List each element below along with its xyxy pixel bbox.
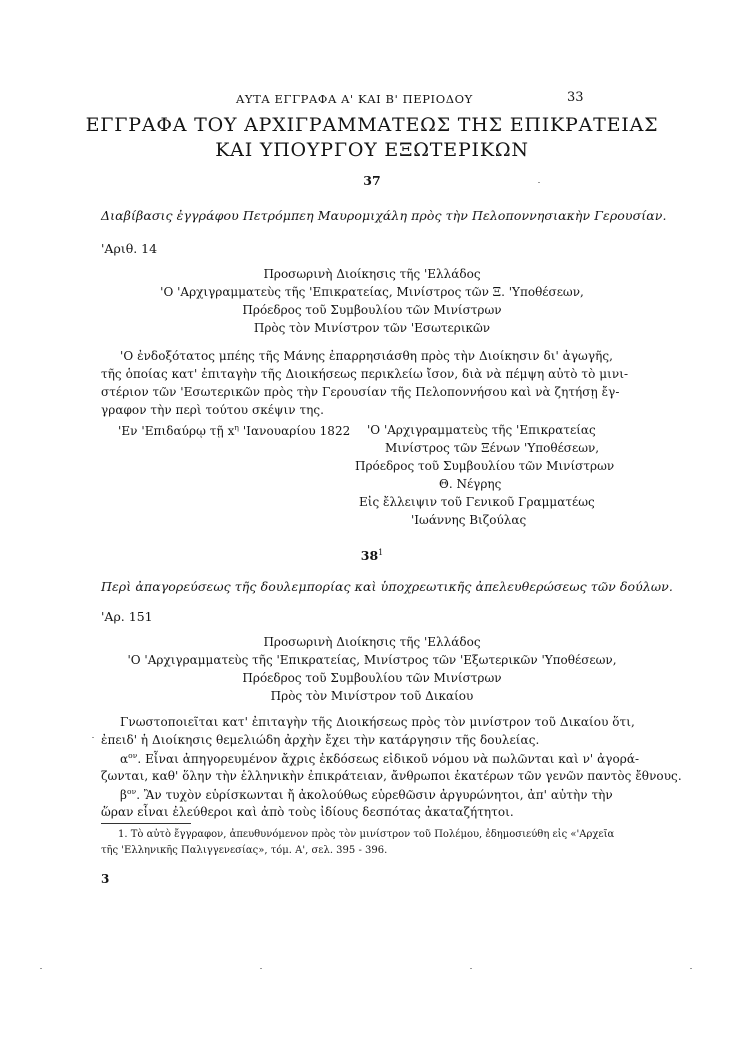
doc-37-address-line: 'Ο 'Αρχιγραμματεὺς τῆς 'Επικρατείας, Μινίστρος τῶν Ξ. 'Υποθέσεων, <box>160 285 584 299</box>
date-rest: 'Ιανουαρίου 1822 <box>238 424 351 438</box>
item-2-text: . Ἂν τυχὸν εὑρίσκωνται ἤ ἀκολούθως εὑρεθῶσιν ἀργυρώνητοι, ἀπ' αὐτὴν τὴν <box>136 788 613 802</box>
doc-37-address-line: Πρόεδρος τοῦ Συμβουλίου τῶν Μινίστρων <box>242 303 502 317</box>
scan-speck <box>538 182 540 183</box>
doc-37-number: 37 <box>363 173 381 188</box>
doc-38-item-1-line: ζωνται, καθ' ὅλην τὴν ἑλληνικὴν ἐπικράτειαν, ἄνθρωποι ἑκατέρων τῶν γενῶν παντὸς ἔθνους. <box>101 769 682 783</box>
doc-38-item-2-line <box>120 787 613 802</box>
doc-37-reference: 'Αριθ. 14 <box>101 241 158 256</box>
doc-38-address-line: Πρὸς τὸν Μινίστρον τοῦ Δικαίου <box>270 689 474 703</box>
doc-37-signer-name: Θ. Νέγρης <box>439 477 502 491</box>
item-2-mark: β <box>120 788 127 802</box>
scan-speck <box>690 968 692 969</box>
doc-37-address-line: Προσωρινὴ Διοίκησις τῆς 'Ελλάδος <box>263 267 481 281</box>
footnote-line: 1. Τὸ αὐτὸ ἔγγραφον, ἀπευθυνόμενον πρὸς τὸν μινίστρον τοῦ Πολέμου, ἐδημοσιεύθη εἰς «'Αρχεῖα <box>118 829 615 840</box>
section-title-line-1: ΕΓΓΡΑΦΑ ΤΟΥ ΑΡΧΙΓΡΑΜΜΑΤΕΩΣ ΤΗΣ ΕΠΙΚΡΑΤΕΙΑΣ <box>85 114 659 136</box>
section-title-line-2: ΚΑΙ ΥΠΟΥΡΓΟΥ ΕΞΩΤΕΡΙΚΩΝ <box>215 139 529 161</box>
scan-speck <box>40 968 42 969</box>
footnote-rule <box>101 823 191 824</box>
doc-38-address-line: Πρόεδρος τοῦ Συμβουλίου τῶν Μινίστρων <box>242 671 502 685</box>
doc-38-item-1-line <box>120 751 639 766</box>
doc-37-signature-line: Μινίστρος τῶν Ξένων 'Υποθέσεων, <box>385 441 600 455</box>
doc-38-number-text: 38 <box>360 548 379 564</box>
footnote-marker: 1 <box>378 548 384 557</box>
item-1-mark-superscript: ον <box>128 751 138 760</box>
doc-38-body-line: Γνωστοποιεῖται κατ' ἐπιταγὴν τῆς Διοικήσεως πρὸς τὸν μινίστρον τοῦ Δικαίου ὅτι, <box>120 715 635 729</box>
scan-speck <box>260 968 262 969</box>
running-title: ΑΥΤΑ ΕΓΓΡΑΦΑ Α' ΚΑΙ Β' ΠΕΡΙΟΔΟΥ <box>236 92 473 106</box>
doc-37-body-line: στέριον τῶν 'Εσωτερικῶν πρὸς τὴν Γερουσίαν τῆς Πελοποννήσου καὶ νὰ ζητήσῃ ἔγ- <box>101 385 620 399</box>
doc-37-signature-line: Εἰς ἔλλειψιν τοῦ Γενικοῦ Γραμματέως <box>359 495 595 509</box>
doc-37-body-line: τῆς ὁποίας κατ' ἐπιταγὴν τῆς Διοικήσεως περικλείω ἴσον, διὰ νὰ πέμψη αὐτὸ τὸ μινι- <box>101 367 629 381</box>
date-superscript: η <box>234 423 239 432</box>
doc-38-address-line: Προσωρινὴ Διοίκησις τῆς 'Ελλάδος <box>263 635 481 649</box>
doc-37-signature-line: 'Ο 'Αρχιγραμματεὺς τῆς 'Επικρατείας <box>367 423 596 437</box>
sheet-number: 3 <box>101 872 110 886</box>
item-1-mark: α <box>120 752 129 766</box>
doc-38-body-line: ἐπειδ' ἡ Διοίκησις θεμελιώδη ἀρχὴν ἔχει τὴν κατάργησιν τῆς δουλείας. <box>101 733 540 747</box>
footnote-line: τῆς 'Ελληνικῆς Παλιγγενεσίας», τόμ. Α', σελ. 395 - 396. <box>101 845 388 856</box>
doc-38-address-line: 'Ο 'Αρχιγραμματεὺς τῆς 'Επικρατείας, Μινίστρος τῶν 'Εξωτερικῶν 'Υποθέσεων, <box>127 653 617 667</box>
doc-37-cosigner-name: 'Ιωάννης Βιζούλας <box>411 513 527 527</box>
doc-38-reference: 'Αρ. 151 <box>101 609 153 624</box>
doc-37-summary: Διαβίβασις ἐγγράφου Πετρόμπεη Μαυρομιχάλη πρὸς τὴν Πελοποννησιακὴν Γερουσίαν. <box>101 208 667 223</box>
date-place: 'Εν 'Επιδαύρῳ τῇ x <box>118 424 235 438</box>
page-number: 33 <box>567 90 584 105</box>
doc-37-body-line: γραφον τὴν περὶ τούτου σκέψιν της. <box>101 403 325 417</box>
doc-38-summary: Περὶ ἀπαγορεύσεως τῆς δουλεμπορίας καὶ ὑποχρεωτικῆς ἀπελευθερώσεως τῶν δούλων. <box>101 579 673 594</box>
doc-37-date-line <box>118 423 350 438</box>
scan-speck <box>92 737 94 738</box>
doc-37-body-line: 'Ο ἐνδοξότατος μπέης τῆς Μάνης ἐπαρρησιάσθη πρὸς τὴν Διοίκησιν δι' ἀγωγῆς, <box>120 349 613 363</box>
scan-speck <box>470 968 472 969</box>
doc-38-number <box>0 548 744 563</box>
doc-37-signature-line: Πρόεδρος τοῦ Συμβουλίου τῶν Μινίστρων <box>355 459 615 473</box>
item-1-text: . Εἶναι ἀπηγορευμένον ἄχρις ἐκδόσεως εἰδικοῦ νόμου νὰ πωλῶνται καὶ ν' ἀγορά- <box>137 752 640 766</box>
doc-37-address-line: Πρὸς τὸν Μινίστρον τῶν 'Εσωτερικῶν <box>253 321 491 335</box>
doc-38-item-2-line: ὥραν εἶναι ἐλεύθεροι καὶ ἀπὸ τοὺς ἰδίους δεσπότας ἀκαταζήτητοι. <box>101 805 514 819</box>
item-2-mark-superscript: ον <box>127 787 137 796</box>
